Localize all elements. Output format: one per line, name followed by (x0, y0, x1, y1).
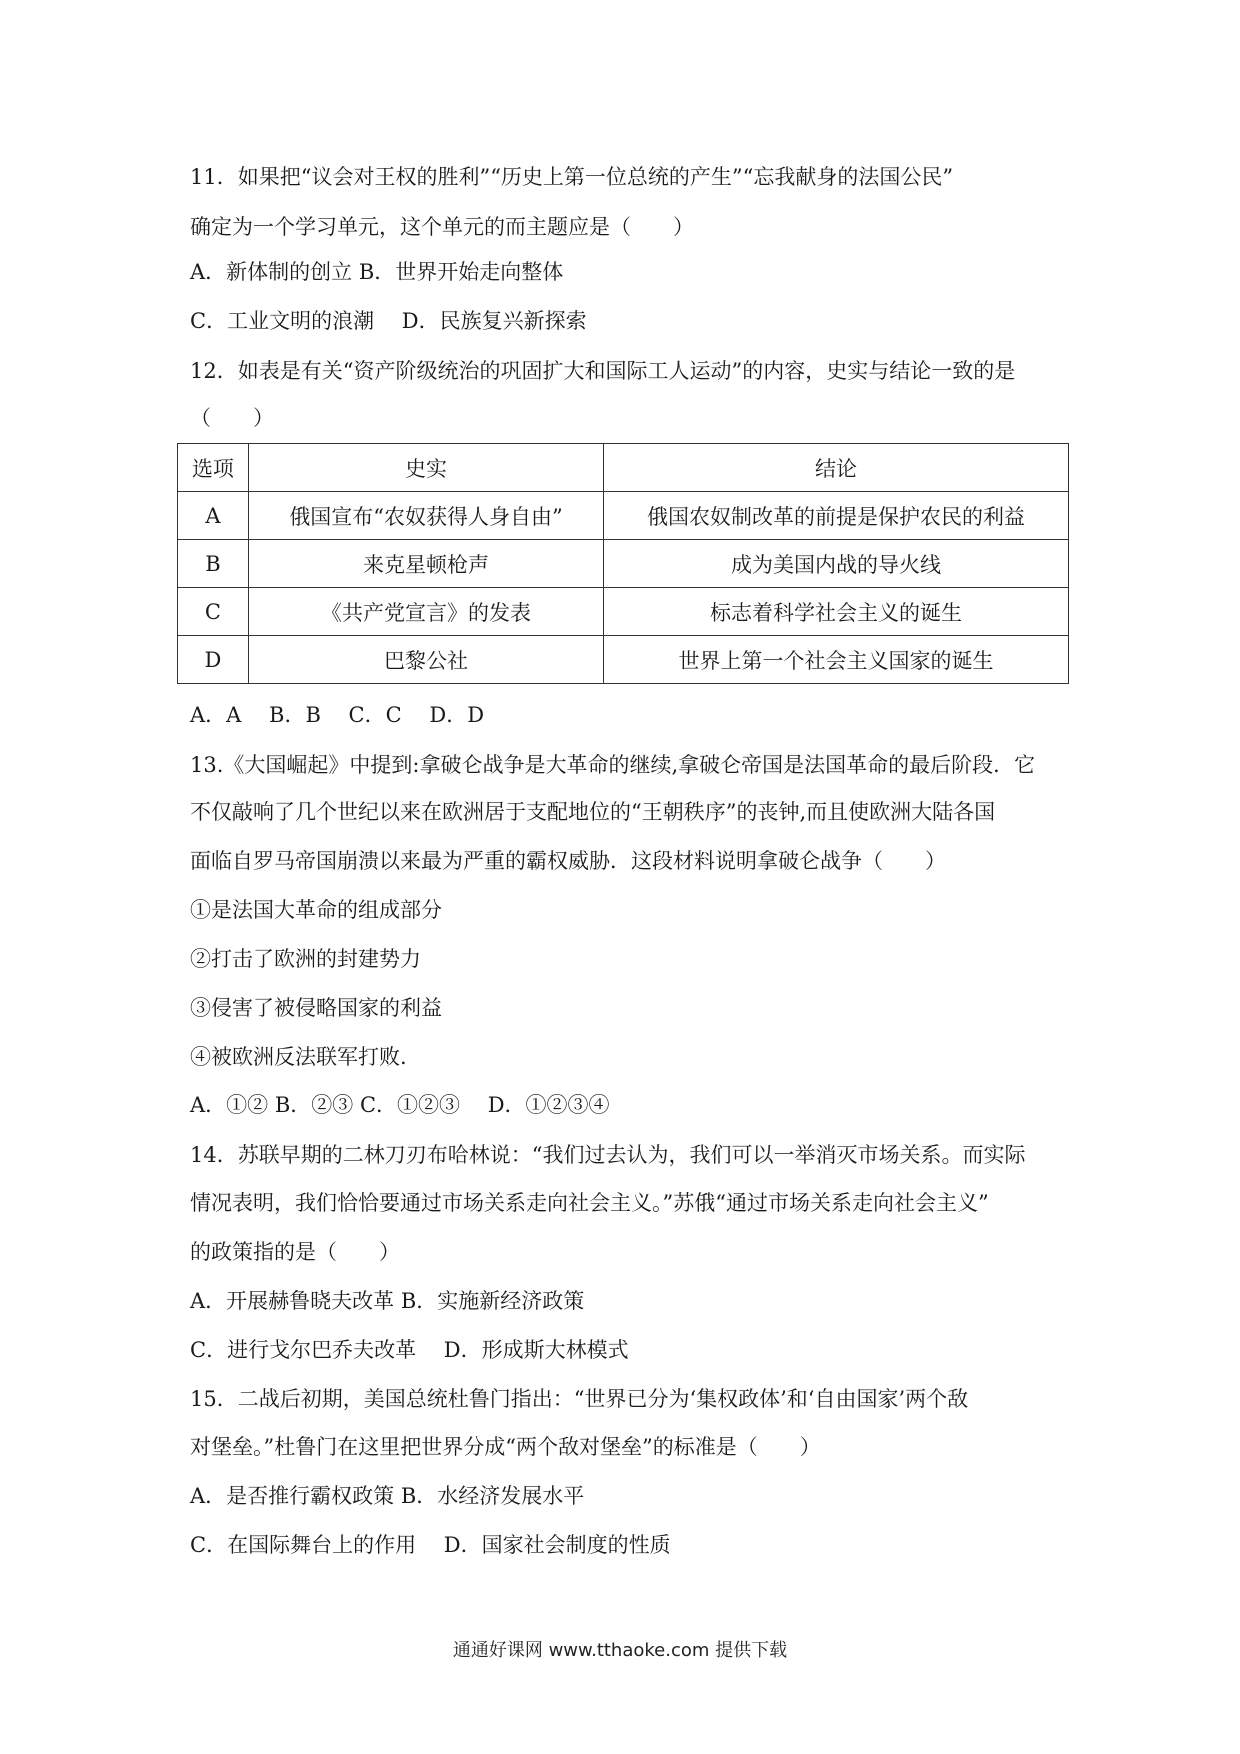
table-cell-conclusion: 世界上第一个社会主义国家的诞生 (604, 636, 1069, 684)
table-cell-fact: 来克星顿枪声 (248, 540, 603, 588)
table-cell-conclusion: 成为美国内战的导火线 (604, 540, 1069, 588)
q14-stem-line3: 的政策指的是（ ） (190, 1240, 400, 1264)
table-cell-option: A (178, 492, 249, 540)
q13-stem-line3: 面临自罗马帝国崩溃以来最为严重的霸权威胁．这段材料说明拿破仑战争（ ） (190, 849, 946, 873)
table-cell-option: B (178, 540, 249, 588)
q14-options-line1: A．开展赫鲁晓夫改革 B．实施新经济政策 (190, 1289, 585, 1313)
q12-stem-line2: （ ） (190, 406, 274, 430)
q11-stem-line1: 11．如果把“议会对王权的胜利”“历史上第一位总统的产生”“忘我献身的法国公民” (190, 165, 954, 189)
q15-options-line1: A．是否推行霸权政策 B．水经济发展水平 (190, 1484, 585, 1508)
table-header-cell: 史实 (248, 444, 603, 492)
table-row (178, 540, 1069, 588)
q13-stem-line1: 13.《大国崛起》中提到:拿破仑战争是大革命的继续,拿破仑帝国是法国革命的最后阶段．它 (190, 753, 1036, 777)
table-cell-conclusion: 标志着科学社会主义的诞生 (604, 588, 1069, 636)
table-cell-fact: 《共产党宣言》的发表 (248, 588, 603, 636)
table-row (178, 588, 1069, 636)
q11-options-line1: A．新体制的创立 B．世界开始走向整体 (190, 260, 564, 284)
table-header-row (178, 444, 1069, 492)
q13-item-3: ③侵害了被侵略国家的利益 (190, 996, 442, 1020)
q14-stem-line1: 14．苏联早期的二林刀刃布哈林说：“我们过去认为，我们可以一举消灭市场关系。而实际 (190, 1143, 1026, 1167)
page-footer: 通通好课网 www.tthaoke.com 提供下载 (452, 1640, 788, 1661)
table-row (178, 636, 1069, 684)
table-cell-fact: 巴黎公社 (248, 636, 603, 684)
q11-stem-line2: 确定为一个学习单元，这个单元的而主题应是（ ） (190, 215, 694, 239)
table-row (178, 492, 1069, 540)
table-cell-conclusion: 俄国农奴制改革的前提是保护农民的利益 (604, 492, 1069, 540)
table-cell-fact: 俄国宣布“农奴获得人身自由” (248, 492, 603, 540)
q12-options: A．A B．B C．C D．D (190, 703, 485, 727)
table-header-cell: 选项 (178, 444, 249, 492)
q13-stem-line2: 不仅敲响了几个世纪以来在欧洲居于支配地位的“王朝秩序”的丧钟,而且使欧洲大陆各国 (190, 800, 996, 824)
q13-item-2: ②打击了欧洲的封建势力 (190, 947, 421, 971)
q12-stem-line1: 12．如表是有关“资产阶级统治的巩固扩大和国际工人运动”的内容，史实与结论一致的是 (190, 359, 1016, 383)
table-header-cell: 结论 (604, 444, 1069, 492)
q14-stem-line2: 情况表明，我们恰恰要通过市场关系走向社会主义。”苏俄“通过市场关系走向社会主义” (190, 1191, 989, 1215)
q11-options-line2: C．工业文明的浪潮 D．民族复兴新探索 (190, 309, 587, 333)
q13-item-1: ①是法国大革命的组成部分 (190, 898, 442, 922)
q15-stem-line2: 对堡垒。”杜鲁门在这里把世界分成“两个敌对堡垒”的标准是（ ） (190, 1435, 821, 1459)
q13-options: A．①② B．②③ C．①②③ D．①②③④ (190, 1093, 610, 1117)
q15-stem-line1: 15．二战后初期，美国总统杜鲁门指出：“世界已分为‘集权政体’和‘自由国家’两个敌 (190, 1387, 969, 1411)
q12-table (177, 443, 1069, 684)
q14-options-line2: C．进行戈尔巴乔夫改革 D．形成斯大林模式 (190, 1338, 629, 1362)
table-cell-option: D (178, 636, 249, 684)
q15-options-line2: C．在国际舞台上的作用 D．国家社会制度的性质 (190, 1533, 671, 1557)
table-cell-option: C (178, 588, 249, 636)
q13-item-4: ④被欧洲反法联军打败. (190, 1045, 407, 1069)
